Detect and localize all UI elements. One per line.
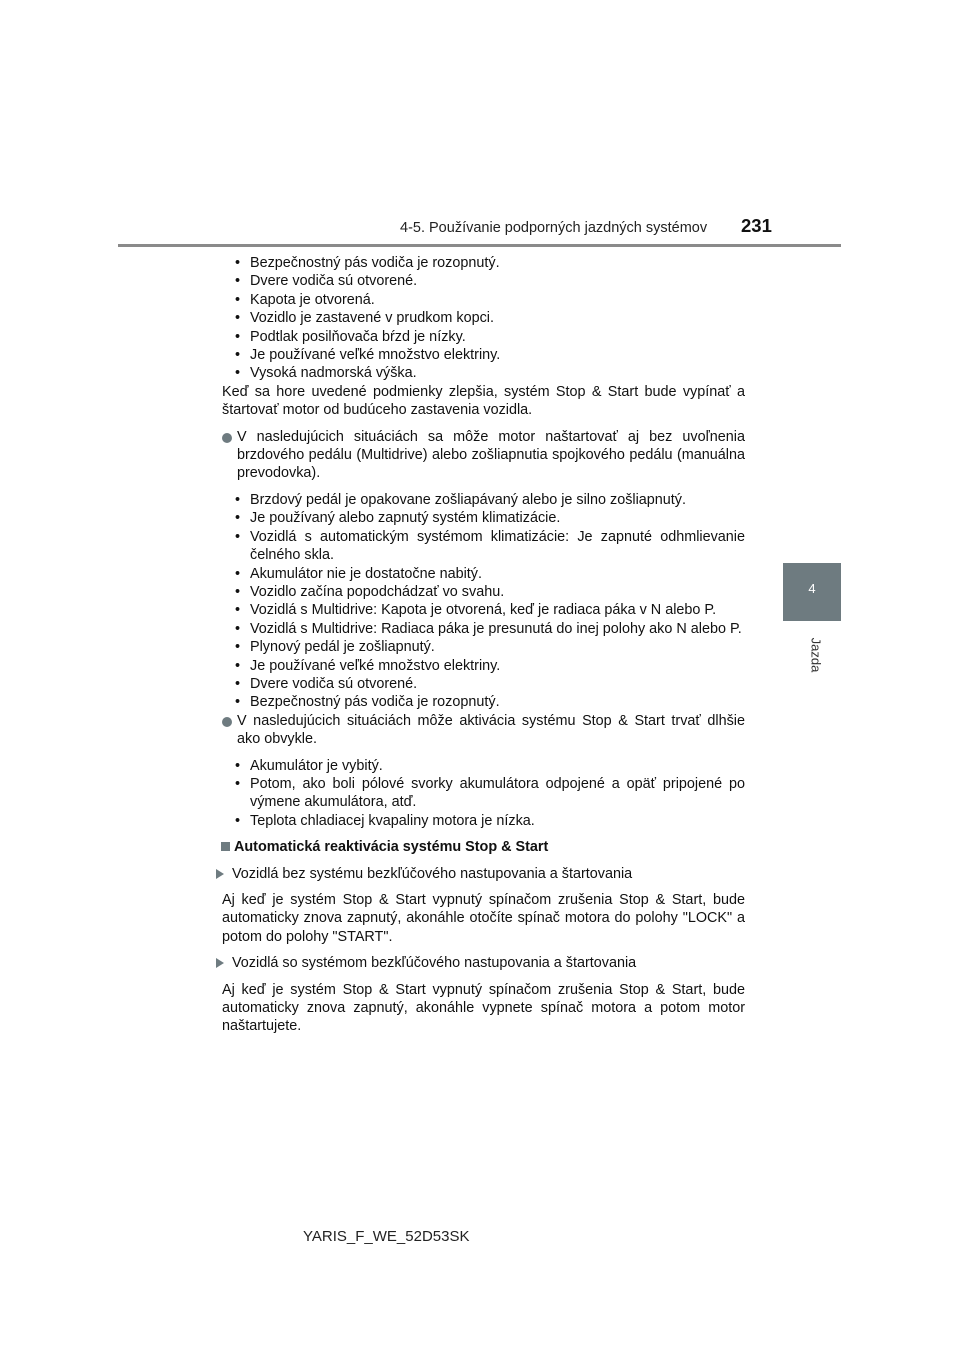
section-heading: Automatická reaktivácia systému Stop & Start: [222, 838, 745, 856]
list-item: • Vozidlo začína popodchádzať vo svahu.: [235, 583, 505, 600]
paragraph-conditions-improve: Keď sa hore uvedené podmienky zlepšia, systém Stop & Start bude vypínať a štartovať motor od budúceho zastavenia vozidla.: [222, 383, 745, 419]
header-rule: [118, 244, 841, 247]
subsection-title-without-keyless: Vozidlá bez systému bezkľúčového nastupovania a štartovania: [222, 865, 745, 883]
footer-document-code: YARIS_F_WE_52D53SK: [303, 1228, 470, 1245]
list-item: • Vozidlá s automatickým systémom klimatizácie: Je zapnuté odhmlievanie čelného skla.: [235, 528, 745, 564]
list-item: • Akumulátor nie je dostatočne nabitý.: [235, 565, 482, 582]
list-item: • Dvere vodiča sú otvorené.: [235, 675, 418, 692]
bullet-dot-icon: •: [235, 775, 241, 792]
bullet-dot-icon: •: [235, 675, 241, 692]
bullet-dot-icon: •: [235, 620, 241, 637]
bullet-dot-icon: •: [235, 273, 241, 290]
square-bullet-icon: [221, 842, 230, 851]
bullet-dot-icon: •: [235, 565, 241, 582]
bullet-dot-icon: •: [235, 255, 241, 271]
page-number: 231: [741, 215, 772, 236]
chapter-tab: [783, 563, 841, 621]
header-section-title: 4-5. Používanie podporných jazdných systémov: [400, 220, 708, 236]
bullet-list-2: [222, 491, 745, 712]
list-item: • Bezpečnostný pás vodiča je rozopnutý.: [235, 694, 500, 711]
triangle-arrow-icon: [216, 958, 224, 968]
list-item: • Vysoká nadmorská výška.: [235, 365, 417, 382]
circle-bullet-icon: [222, 433, 232, 443]
bullet-dot-icon: •: [235, 528, 241, 545]
bullet-dot-icon: •: [235, 347, 241, 364]
list-item: • Potom, ako boli pólové svorky akumulátora odpojené a opäť pripojené po výmene akumulátora, atď.: [235, 775, 745, 811]
triangle-arrow-icon: [216, 869, 224, 879]
bullet-list-3: [222, 757, 745, 831]
bullet-dot-icon: •: [235, 291, 241, 308]
list-item: • Je používané veľké množstvo elektriny.: [235, 347, 501, 364]
list-item: • Vozidlá s Multidrive: Kapota je otvorená, keď je radiaca páka v N alebo P.: [235, 602, 717, 619]
bullet-dot-icon: •: [235, 602, 241, 619]
list-item: • Podtlak posilňovača bŕzd je nízky.: [235, 328, 466, 345]
list-item: • Je používaný alebo zapnutý systém klimatizácie.: [235, 510, 561, 527]
bullet-dot-icon: •: [235, 328, 241, 345]
note-longer-activation: V nasledujúcich situáciách môže aktivácia systému Stop & Start trvať dlhšie ako obvykle.: [222, 712, 745, 749]
bullet-list-1: [222, 254, 745, 383]
bullet-dot-icon: •: [235, 657, 241, 674]
list-item: • Akumulátor je vybitý.: [235, 757, 383, 774]
bullet-dot-icon: •: [235, 310, 241, 327]
bullet-dot-icon: •: [235, 510, 241, 527]
list-item: • Bezpečnostný pás vodiča je rozopnutý.: [235, 255, 500, 271]
list-item: • Dvere vodiča sú otvorené.: [235, 273, 418, 290]
list-item: • Teplota chladiacej kvapaliny motora je nízka.: [235, 812, 535, 829]
bullet-dot-icon: •: [235, 757, 241, 774]
list-item: • Brzdový pedál je opakovane zošliapávaný alebo je silno zošliapnutý.: [235, 491, 686, 508]
bullet-dot-icon: •: [235, 583, 241, 600]
page-content: [222, 254, 745, 1036]
list-item: • Kapota je otvorená.: [235, 291, 375, 308]
chapter-label: Jazda: [808, 637, 824, 673]
bullet-dot-icon: •: [235, 639, 241, 656]
list-item: • Je používané veľké množstvo elektriny.: [235, 657, 501, 674]
subsection-title-with-keyless: Vozidlá so systémom bezkľúčového nastupovania a štartovania: [222, 954, 745, 972]
circle-bullet-icon: [222, 717, 232, 727]
list-item: • Plynový pedál je zošliapnutý.: [235, 639, 435, 656]
note-restart-without-release: V nasledujúcich situáciách sa môže motor naštartovať aj bez uvoľnenia brzdového pedálu (Multidrive) alebo zošliapnutia spojkového pedálu (manuálna prevodovka).: [222, 428, 745, 483]
bullet-dot-icon: •: [235, 365, 241, 382]
list-item: • Vozidlá s Multidrive: Radiaca páka je presunutá do inej polohy ako N alebo P.: [235, 620, 742, 637]
bullet-dot-icon: •: [235, 491, 241, 508]
bullet-dot-icon: •: [235, 694, 241, 711]
paragraph-with-keyless: Aj keď je systém Stop & Start vypnutý spínačom zrušenia Stop & Start, bude automaticky znova zapnutý, akonáhle vypnete spínač motora a potom motor naštartujete.: [222, 981, 745, 1035]
bullet-dot-icon: •: [235, 812, 241, 829]
chapter-number: 4: [808, 581, 816, 596]
list-item: • Vozidlo je zastavené v prudkom kopci.: [235, 310, 494, 327]
paragraph-without-keyless: Aj keď je systém Stop & Start vypnutý spínačom zrušenia Stop & Start, bude automaticky znova zapnutý, akonáhle otočíte spínač motora do polohy "LOCK" a potom do polohy "START".: [222, 892, 745, 945]
